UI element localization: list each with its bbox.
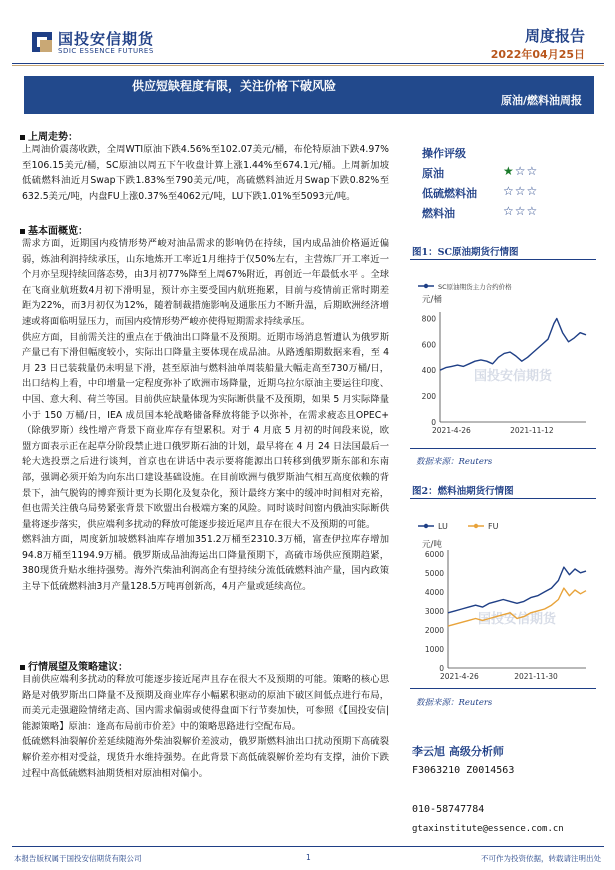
rating-stars-crude	[503, 164, 538, 178]
y-tick-label: 400	[421, 366, 436, 376]
figure2-source: 数据来源：Reuters	[416, 698, 493, 708]
y-tick-label: 2000	[424, 625, 444, 635]
rating-name-lsfo: 低硫燃料油	[422, 187, 477, 200]
legend-label-lu: LU	[438, 522, 448, 531]
legend-marker-fu	[474, 524, 478, 528]
chart-watermark: 国投安信期货	[473, 369, 553, 385]
legend-label-sc原油期货主力合约价格: SC原油期货主力合约价格	[438, 283, 512, 291]
figure2-title: 图2：燃料油期货行情图	[412, 486, 514, 497]
figure2-rule	[410, 498, 596, 499]
section-heading-fundamentals: 基本面概览：	[20, 222, 88, 237]
x-tick-label: 2021-11-30	[514, 672, 558, 681]
fuel-oil-chart	[410, 510, 600, 692]
header-divider-accent	[12, 65, 604, 66]
title-banner	[24, 76, 594, 114]
fundamentals-fuel-oil: 燃料油方面，周度新加坡燃料油库存增加351.2万桶至2310.3万桶，富查伊拉库存增加94.8万桶至1194.9万桶。俄罗斯成品油海运出口降量预期下，高硫市场供应预期趋紧，380现货升贴水维持强势。海外汽柴油利润高企有望持续分流低硫燃料油产量，国内政策主导下低硫燃料油3月产量128.5万吨再创新高，4月产量或延续高位。	[22, 534, 389, 593]
analyst-name: 李云旭 高级分析师	[412, 745, 504, 758]
bullet-icon	[20, 665, 25, 670]
report-date: 2022年04月25日	[490, 48, 585, 61]
footer-copyright: 本报告版权属于国投安信期货有限公司	[14, 854, 142, 863]
rating-stars-fuel-oil: ☆☆☆	[503, 204, 539, 218]
y-axis-unit: 元/桶	[422, 295, 442, 305]
fundamentals-text	[22, 236, 389, 595]
analyst-phone: 010-58747784	[412, 804, 485, 815]
bullet-icon	[20, 229, 25, 234]
x-tick-label: 2021-4-26	[432, 426, 471, 435]
report-type: 周度报告	[524, 27, 585, 45]
y-tick-label: 3000	[424, 606, 444, 616]
report-subtitle: 原油/燃料油周报	[500, 94, 582, 107]
analyst-license: F3063210 Z0014563	[412, 765, 515, 776]
y-tick-label: 0	[431, 418, 436, 427]
strategy-text	[22, 672, 389, 781]
company-name: 国投安信期货	[58, 30, 155, 48]
header-divider	[12, 63, 604, 64]
y-tick-label: 5000	[424, 568, 444, 578]
company-logo-icon	[32, 32, 52, 52]
y-tick-label: 1000	[424, 644, 444, 654]
x-tick-label: 2021-4-26	[440, 672, 479, 681]
analyst-email[interactable]: gtaxinstitute@essence.com.cn	[412, 824, 564, 834]
report-title: 供应短缺程度有限，关注价格下破风险	[131, 79, 336, 93]
page-number: 1	[306, 853, 311, 862]
sc-crude-chart	[410, 262, 600, 442]
rating-name-fuel-oil: 燃料油	[422, 207, 455, 220]
strategy-crude: 目前供应端利多扰动的释放可能逐步接近尾声且存在很大不及预期的可能。策略的核心思路是对俄罗斯出口降量不及预期及商业库存小幅累积驱动的原油下破区间低点进行布局，而美元走强避险情绪走高、国内需求偏弱或使得盘面下行节奏加快，可参照《【国投安信|能源策略】原油：逢高布局前市价差》中的策略思路进行空配布局。	[22, 674, 389, 732]
fundamentals-supply: 供应方面，目前需关注的重点在于俄油出口降量不及预期。近期市场消息暂遭认为俄罗斯产量已有下滑但幅度较小，实际出口降量主要体现在成品油。从路透船期数据来看，至 4 月 23 日已装载量仍未明显下滑，甚至原油与燃料油单周装船量大幅走高至730万桶/日，出口结构上看，中印增量一定程度弥补了欧洲市场降量，近期乌拉尔原油主要运往印度、中国、意大利、荷兰等国。目前供应缺量体现为实际断供量不及预期，如果 5 月实际降量小于 150 万桶/日，IEA 成员国本轮战略储备释放将能予以弥补，在需求疲态且OPEC+（除俄罗斯）线性增产背景下商业库存有望累积。对于 4 月底 5 月初的时间段来说，欧盟方面表示正在起草分阶段禁止进口俄罗斯石油的计划，最早将在 4 月 24 日法国最后一轮大选投票之后进行谈判，首京也在讲话中表示要将能源出口转移到俄罗斯东部和东南部，强调必须开始为向东出口建设基础设施。在目前欧洲与俄罗斯油气相互高度依赖的背景下，油气脱钩的博弈预计更为长期化及复杂化，预计最终方案中的缓冲时间相对充裕，但也需关注俄乌局势紧张背景下欧盟出台极端方案的风险。同时谈时间窗内俄油实际断供量将逐步落实，供应端利多扰动的释放可能逐步接近尾声且存在很大不及预期的可能。	[22, 331, 389, 530]
y-tick-label: 200	[421, 392, 436, 402]
y-tick-label: 600	[421, 340, 436, 350]
figure1-bottom-rule	[410, 448, 596, 449]
legend-label-fu: FU	[488, 522, 499, 531]
bullet-icon	[20, 135, 25, 140]
x-tick-label: 2021-11-12	[510, 426, 554, 435]
y-axis-unit: 元/吨	[422, 540, 442, 550]
figure2-bottom-rule	[410, 688, 596, 689]
legend-marker-sc原油期货主力合约价格	[424, 284, 428, 288]
figure1-source: 数据来源：Reuters	[416, 457, 493, 467]
legend-marker-lu	[424, 524, 428, 528]
footer-disclaimer: 不可作为投资依据，转载请注明出处	[481, 854, 601, 863]
rating-title: 操作评级	[422, 147, 466, 160]
y-tick-label: 6000	[424, 549, 444, 559]
fundamentals-demand: 需求方面，近期国内疫情形势严峻对油品需求的影响仍在持续，国内成品油价格逼近偏弱，炼油利润持续承压，山东地炼开工率近1月维持于仅50%左右，主营炼厂开工率近一个月亦呈现持续回落态势，由3月初77%降至上周67%附近，再创近一年最低水平 。全球在飞商业航班数4月初下滑明显，预计亦主要受国内航班拖累，目前与疫情前正常时期差距为22%，而3月初仅为12%，随着制裁措施影响及通胀压力不断升温，后期欧洲经济增速或将面临明显压力，而国内疫情形势严峻亦使得短期需求持续承压。	[22, 238, 389, 327]
section-heading-strategy: 行情展望及策略建议：	[20, 658, 128, 673]
y-tick-label: 4000	[424, 587, 444, 597]
figure1-title: 图1：SC原油期货行情图	[412, 247, 519, 258]
y-tick-label: 0	[439, 664, 444, 673]
footer-divider	[12, 846, 604, 847]
star-filled-icon: ★	[503, 164, 515, 178]
rating-stars-lsfo: ☆☆☆	[503, 184, 539, 198]
strategy-fuel: 低硫燃料油裂解价差延续随海外柴油裂解价差波动，俄罗斯燃料油出口扰动预期下高硫裂解价差亦相对受益，现货升水维持强势。在此背景下高低硫裂解价差均有支撑，油价下跌过程中高低硫燃料油期货相对原油相对偏小。	[22, 736, 389, 779]
y-tick-label: 800	[421, 314, 436, 324]
figure1-rule	[410, 259, 596, 260]
star-empty-icon: ☆☆	[514, 164, 539, 178]
rating-name-crude: 原油	[422, 167, 444, 180]
company-name-en: SDIC ESSENCE FUTURES	[58, 47, 154, 55]
section-heading-weekly-trend: 上周走势：	[20, 128, 78, 143]
weekly-trend-text: 上周油价震荡收跌，全周WTI原油下跌4.56%至102.07美元/桶，布伦特原油下跌4.97%至106.15美元/桶，SC原油以周五下午收盘计算上涨1.44%至674.1元/桶。上周新加坡低硫燃料油近月Swap下跌1.83%至790美元/吨，高硫燃料油近月Swap下跌0.82%至632.5美元/吨，内盘FU上涨0.37%至4062元/吨，LU下跌1.01%至5093元/吨。	[22, 144, 389, 202]
series-line-sc原油期货主力合约价格	[440, 319, 586, 371]
chart-watermark: 国投安信期货	[477, 612, 557, 628]
